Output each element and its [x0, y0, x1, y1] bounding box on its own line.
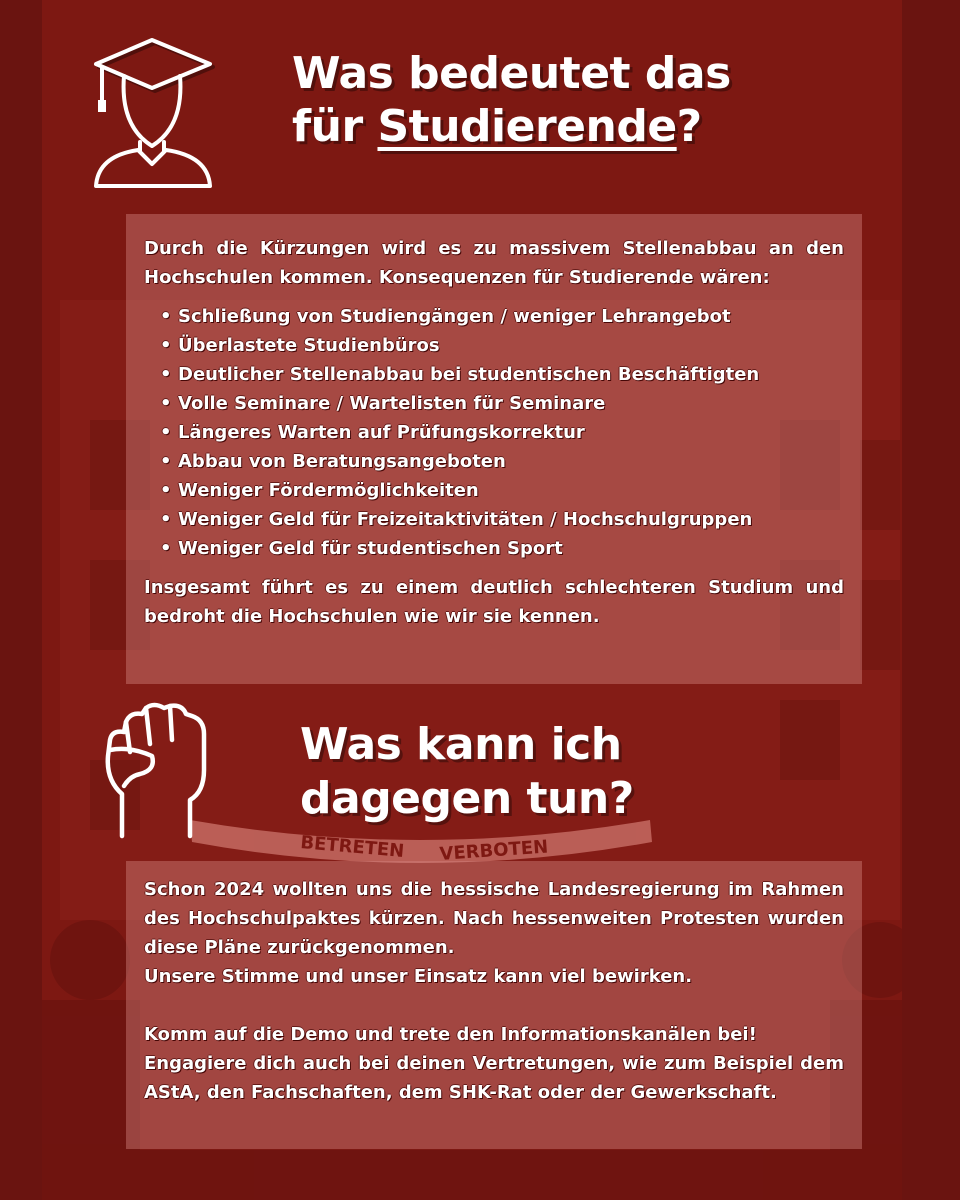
right-edge-band	[902, 0, 960, 1200]
action-paragraph-1: Schon 2024 wollten uns die hessische Landesregierung im Rahmen des Hochschulpaktes kürzen. Nach hessenweiten Protesten wurden diese Pläne zurückgenommen.	[144, 879, 844, 958]
list-item: • Weniger Geld für Freizeitaktivitäten / Hochschulgruppen	[178, 505, 844, 534]
list-item: • Weniger Geld für studentischen Sport	[178, 534, 844, 563]
action-paragraph-3: Komm auf die Demo und trete den Informationskanälen bei!	[144, 1024, 757, 1045]
consequences-conclusion: Insgesamt führt es zu einem deutlich schlechteren Studium und bedroht die Hochschulen wie wir sie kennen.	[144, 577, 844, 627]
paragraph-spacer	[144, 991, 844, 1020]
action-paragraph-2: Unsere Stimme und unser Einsatz kann viel bewirken.	[144, 966, 693, 987]
list-item: • Schließung von Studiengängen / weniger Lehrangebot	[178, 302, 844, 331]
list-item: • Volle Seminare / Wartelisten für Seminare	[178, 389, 844, 418]
consequences-intro: Durch die Kürzungen wird es zu massivem Stellenabbau an den Hochschulen kommen. Konsequenzen für Studierende wären:	[144, 238, 844, 288]
list-item: • Längeres Warten auf Prüfungskorrektur	[178, 418, 844, 447]
consequences-list	[144, 302, 844, 563]
section-2-title-line1: Was kann ich	[300, 719, 622, 770]
action-panel	[126, 861, 862, 1149]
section-1-title-suffix: ?	[676, 100, 702, 152]
section-1-title	[292, 48, 731, 154]
section-1-title-underlined: Studierende	[377, 100, 677, 152]
list-item: • Abbau von Beratungsangeboten	[178, 447, 844, 476]
tape-word-2: VERBOTEN	[438, 836, 549, 865]
section-2-title	[300, 718, 634, 825]
graduate-cap-icon	[90, 34, 220, 194]
action-paragraph-4: Engagiere dich auch bei deinen Vertretungen, wie zum Beispiel dem AStA, den Fachschaften, dem SHK-Rat oder der Gewerkschaft.	[144, 1053, 844, 1103]
section-1-title-prefix: für	[292, 100, 378, 152]
left-edge-band	[0, 0, 42, 1200]
list-item: • Deutlicher Stellenabbau bei studentischen Beschäftigten	[178, 360, 844, 389]
consequences-panel	[126, 214, 862, 684]
raised-fist-icon	[100, 700, 215, 840]
list-item: • Überlastete Studienbüros	[178, 331, 844, 360]
section-1-title-line1: Was bedeutet das	[292, 48, 731, 99]
list-item: • Weniger Fördermöglichkeiten	[178, 476, 844, 505]
tape-word-1: BETRETEN	[299, 832, 406, 863]
section-2-title-line2: dagegen tun?	[300, 772, 634, 824]
